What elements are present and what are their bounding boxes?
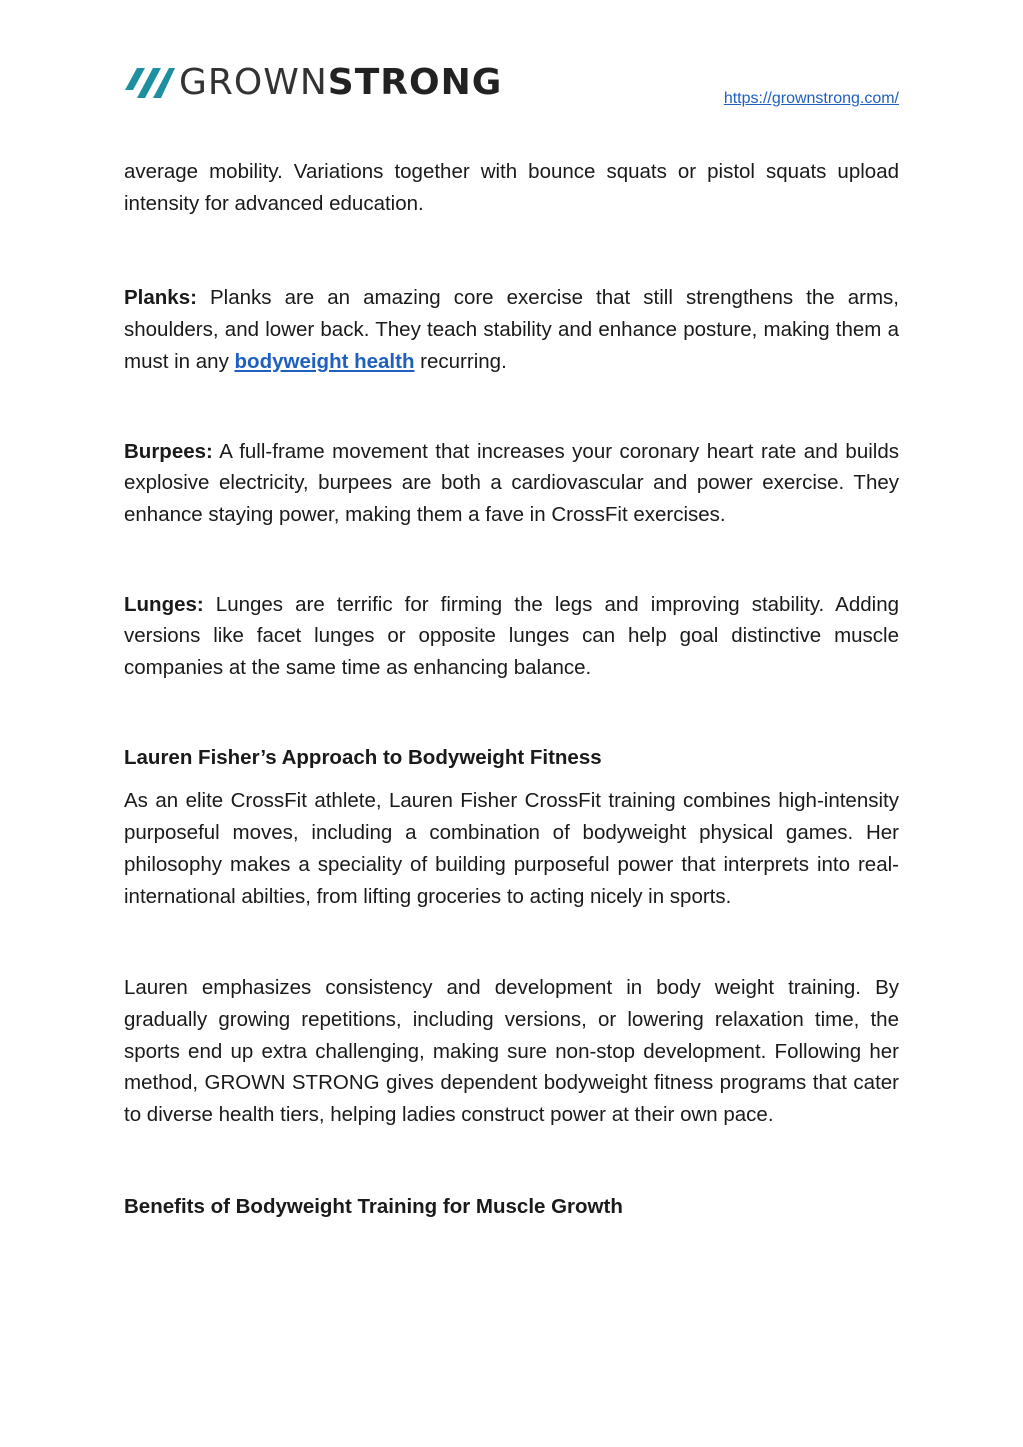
planks-text-a: Planks are an amazing core exercise that still strengthens the arms, shoulders, and lower back. They teach stability and enhance posture, making them a must in any: [124, 286, 899, 373]
document-body: [124, 156, 899, 1222]
planks-text-b: recurring.: [414, 349, 507, 373]
heading-benefits: Benefits of Bodyweight Training for Muscle Growth: [124, 1194, 623, 1218]
site-url-link[interactable]: https://grownstrong.com/: [723, 90, 899, 107]
paragraph-lauren-consistency: Lauren emphasizes consistency and development in body weight training. By gradually growing repetitions, including versions, or lowering relaxation time, the sports end up extra challenging, making sure non-stop development. Following her method, GROWN STRONG gives dependent bodyweight fitness programs that cater to diverse health tiers, helping ladies construct power at their own pace.: [124, 976, 899, 1127]
bodyweight-health-link[interactable]: bodyweight health: [234, 349, 415, 373]
burpees-label: Burpees:: [124, 439, 213, 463]
logo-wordmark: [179, 60, 502, 106]
paragraph-planks: [124, 282, 899, 377]
burpees-text: A full-frame movement that increases your coronary heart rate and builds explosive electricity, burpees are both a cardiovascular and power exercise. They enhance staying power, making them a fave in CrossFit exercises.: [124, 439, 899, 526]
heading-lauren-approach: Lauren Fisher’s Approach to Bodyweight Fitness: [124, 745, 602, 769]
lunges-text: Lunges are terrific for firming the legs and improving stability. Adding versions like facet lunges or opposite lunges can help goal distinctive muscle companies at the same time as enhancing balance.: [124, 592, 899, 680]
planks-label: Planks:: [124, 286, 197, 310]
logo-text-bold: STRONG: [327, 62, 503, 103]
paragraph-burpees: [124, 436, 899, 531]
grownstrong-logo-icon: [123, 60, 175, 106]
paragraph-lauren-athlete: As an elite CrossFit athlete, Lauren Fisher CrossFit training combines high-intensity purposeful moves, including a combination of bodyweight physical games. Her philosophy makes a speciality of building purposeful power that interprets into real-international abilties, from lifting groceries to acting nicely in sports.: [124, 789, 899, 908]
grownstrong-logo[interactable]: [123, 60, 502, 106]
lunges-label: Lunges:: [124, 592, 204, 616]
logo-text-light: GROWN: [179, 62, 328, 103]
paragraph-mobility: average mobility. Variations together with bounce squats or pistol squats upload intensity for advanced education.: [124, 160, 899, 215]
paragraph-lunges: [124, 589, 899, 684]
page-header: [0, 0, 1023, 120]
